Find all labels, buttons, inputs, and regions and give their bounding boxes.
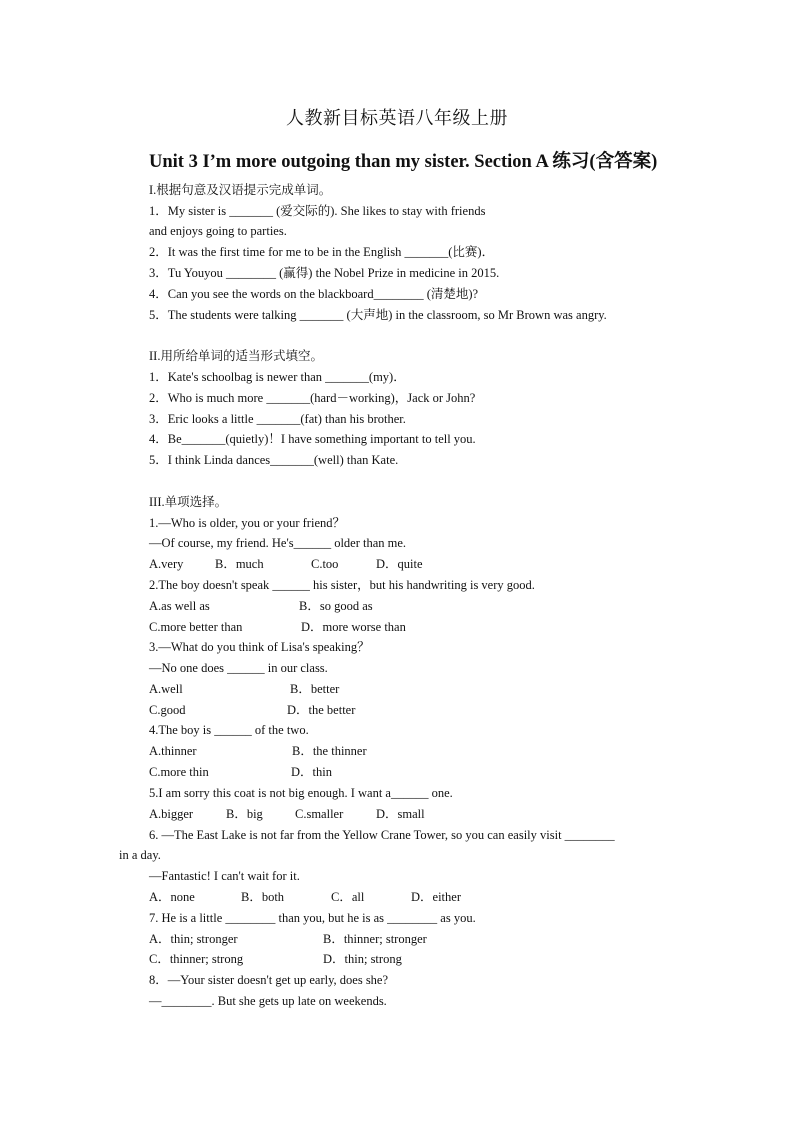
page-subtitle: Unit 3 I’m more outgoing than my sister. Section A 练习(含答案) xyxy=(149,152,658,172)
section2-heading: II.用所给单词的适当形式填空。 xyxy=(149,349,323,363)
option-c: C.good xyxy=(149,703,186,717)
question-stem: 6. —The East Lake is not far from the Yellow Crane Tower, so you can easily visit ________ xyxy=(149,828,615,842)
option-a: A.bigger xyxy=(149,807,194,821)
question-stem: 5.I am sorry this coat is not big enough. I want a______ one. xyxy=(149,786,453,800)
question-stem: 3.—What do you think of Lisa's speaking？ xyxy=(149,640,370,654)
question-stem: 8．—Your sister doesn't get up early, does she? xyxy=(149,973,389,987)
question-stem: 2.The boy doesn't speak ______ his sister，but his handwriting is very good. xyxy=(149,578,535,592)
section2-item: 2．Who is much more _______(hard－working)，Jack or John? xyxy=(149,391,476,405)
question-stem: 7. He is a little ________ than you, but he is as ________ as you. xyxy=(149,911,476,925)
option-d: D．quite xyxy=(376,557,423,571)
option-a: A.thinner xyxy=(149,744,197,758)
section1-item: 5．The students were talking _______ (大声地) in the classroom, so Mr Brown was angry. xyxy=(149,308,607,322)
option-c: C．all xyxy=(331,890,365,904)
page-title: 人教新目标英语八年级上册 xyxy=(286,108,508,129)
option-a: A.very xyxy=(149,557,184,571)
question-line: —No one does ______ in our class. xyxy=(149,661,328,675)
option-c: C.more better than xyxy=(149,620,243,634)
option-a: A．none xyxy=(149,890,195,904)
question-continuation: in a day. xyxy=(119,848,161,862)
option-d: D．either xyxy=(411,890,461,904)
section2-item: 4．Be_______(quietly)！I have something important to tell you. xyxy=(149,432,476,446)
option-c: C.smaller xyxy=(295,807,344,821)
option-d: D．more worse than xyxy=(301,620,406,634)
option-b: B．much xyxy=(215,557,264,571)
question-line: —Of course, my friend. He's______ older than me. xyxy=(149,536,407,550)
option-d: D．small xyxy=(376,807,425,821)
option-a: A．thin; stronger xyxy=(149,932,238,946)
option-b: B．better xyxy=(290,682,340,696)
question-line: —________. But she gets up late on weekends. xyxy=(149,994,387,1008)
option-c: C．thinner; strong xyxy=(149,952,244,966)
option-c: C.too xyxy=(311,557,339,571)
option-c: C.more thin xyxy=(149,765,209,779)
section2-item: 1．Kate's schoolbag is newer than _______(my)． xyxy=(149,370,406,384)
section3-heading: III.单项选择。 xyxy=(149,495,228,509)
option-d: D．thin; strong xyxy=(323,952,402,966)
question-stem: 1.—Who is older, you or your friend？ xyxy=(149,516,345,530)
section2-item: 3．Eric looks a little _______(fat) than his brother. xyxy=(149,412,406,426)
option-b: B．the thinner xyxy=(292,744,367,758)
option-a: A.well xyxy=(149,682,183,696)
question-line: —Fantastic! I can't wait for it. xyxy=(149,869,300,883)
section2-item: 5．I think Linda dances_______(well) than Kate. xyxy=(149,453,399,467)
section1-item: 4．Can you see the words on the blackboard________ (清楚地)? xyxy=(149,287,479,301)
section1-item: 3．Tu Youyou ________ (赢得) the Nobel Prize in medicine in 2015. xyxy=(149,266,500,280)
option-d: D．the better xyxy=(287,703,356,717)
option-b: B．big xyxy=(226,807,263,821)
option-a: A.as well as xyxy=(149,599,210,613)
section1-item: and enjoys going to parties. xyxy=(149,224,287,238)
option-b: B．so good as xyxy=(299,599,373,613)
section1-item: 1．My sister is _______ (爱交际的). She likes to stay with friends xyxy=(149,204,486,218)
option-b: B．both xyxy=(241,890,285,904)
option-d: D．thin xyxy=(291,765,332,779)
question-stem: 4.The boy is ______ of the two. xyxy=(149,723,309,737)
section1-item: 2．It was the first time for me to be in the English _______(比赛)． xyxy=(149,245,495,259)
option-b: B．thinner; stronger xyxy=(323,932,427,946)
section1-heading: I.根据句意及汉语提示完成单词。 xyxy=(149,183,332,197)
